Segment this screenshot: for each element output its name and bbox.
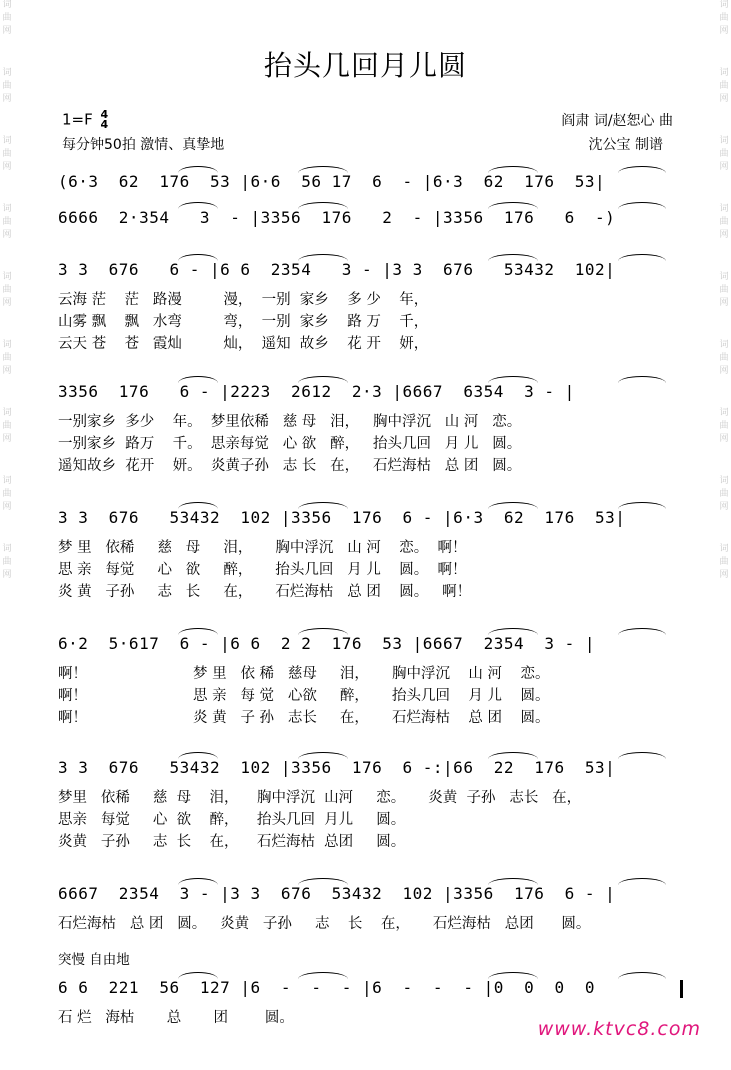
slur-mark bbox=[178, 972, 218, 979]
slur-mark bbox=[298, 878, 348, 885]
side-watermark-char: 曲 bbox=[719, 217, 729, 227]
slur-mark bbox=[178, 254, 218, 261]
side-watermark-char: 词 bbox=[719, 476, 729, 486]
side-watermark-char: 曲 bbox=[719, 353, 729, 363]
side-watermark-char: 曲 bbox=[2, 217, 12, 227]
slur-mark bbox=[618, 254, 666, 261]
side-watermark-char: 网 bbox=[2, 230, 12, 240]
side-watermark-char: 网 bbox=[719, 570, 729, 580]
lyric-line: 石烂海枯 总 团 圆。 炎黄 子孙 志 长 在， 石烂海枯 总团 圆。 bbox=[58, 916, 591, 932]
side-watermark-char: 曲 bbox=[2, 421, 12, 431]
side-watermark-block bbox=[717, 408, 731, 476]
side-watermark-char: 曲 bbox=[719, 81, 729, 91]
side-watermark-char: 曲 bbox=[719, 285, 729, 295]
side-watermark-char: 曲 bbox=[719, 489, 729, 499]
side-watermark-char: 词 bbox=[2, 204, 12, 214]
slur-mark bbox=[298, 972, 348, 979]
side-watermark-char: 词 bbox=[2, 408, 12, 418]
notation-line: 6·2 5·617 6 - |6 6 2 2 176 53 |6667 2354 3 - | bbox=[58, 634, 596, 653]
time-signature-top: 4 bbox=[100, 108, 109, 121]
notation-line: 3 3 676 6 - |6 6 2354 3 - |3 3 676 53432 102| bbox=[58, 260, 616, 279]
side-watermark-char: 词 bbox=[719, 68, 729, 78]
lyric-line: 遥知故乡 花开 妍。 炎黄子孙 志 长 在， 石烂海枯 总 团 圆。 bbox=[58, 458, 522, 474]
side-watermark-char: 网 bbox=[2, 298, 12, 308]
lyric-line: 思 亲 每觉 心 欲 醉， 抬头几回 月 儿 圆。 啊！ bbox=[58, 562, 467, 578]
side-watermark-block bbox=[717, 272, 731, 340]
side-watermark-left bbox=[0, 0, 14, 1070]
slur-mark bbox=[298, 752, 348, 759]
side-watermark-char: 网 bbox=[2, 502, 12, 512]
side-watermark-char: 词 bbox=[2, 68, 12, 78]
notation-line: 6 6 221 56 127 |6 - - - |6 - - - |0 0 0 0 bbox=[58, 978, 596, 997]
slur-mark bbox=[298, 202, 348, 209]
side-watermark-block bbox=[717, 136, 731, 204]
slur-mark bbox=[488, 254, 538, 261]
song-title: 抬头几回月儿圆 bbox=[263, 49, 467, 82]
side-watermark-char: 词 bbox=[2, 340, 12, 350]
side-watermark-char: 曲 bbox=[2, 81, 12, 91]
side-watermark-char: 词 bbox=[719, 544, 729, 554]
notation-line: 3 3 676 53432 102 |3356 176 6 -:|66 22 176 53| bbox=[58, 758, 616, 777]
slur-mark bbox=[618, 628, 666, 635]
slur-mark bbox=[178, 628, 218, 635]
time-signature bbox=[101, 110, 109, 130]
final-barline bbox=[680, 980, 683, 998]
lyric-line: 山雾 飘 飘 水弯 弯， 一别 家乡 路 万 千， bbox=[58, 314, 429, 330]
side-watermark-char: 网 bbox=[2, 366, 12, 376]
slur-mark bbox=[488, 202, 538, 209]
side-watermark-char: 网 bbox=[2, 434, 12, 444]
side-watermark-char: 曲 bbox=[2, 149, 12, 159]
side-watermark-char: 曲 bbox=[719, 13, 729, 23]
notation-line: 6667 2354 3 - |3 3 676 53432 102 |3356 176 6 - | bbox=[58, 884, 616, 903]
lyric-line: 一别家乡 路万 千。 思亲每觉 心 欲 醉， 抬头几回 月 儿 圆。 bbox=[58, 436, 522, 452]
tempo-marking: 每分钟50拍 激情、真挚地 bbox=[62, 137, 225, 153]
lyric-line: 思亲 每觉 心 欲 醉， 抬头几回 月儿 圆。 bbox=[58, 812, 406, 828]
slur-mark bbox=[488, 166, 538, 173]
slur-mark bbox=[488, 376, 538, 383]
side-watermark-block bbox=[0, 408, 14, 476]
notation-line: 6666 2·354 3 - |3356 176 2 - |3356 176 6 -) bbox=[58, 208, 616, 227]
side-watermark-char: 网 bbox=[2, 162, 12, 172]
side-watermark-char: 词 bbox=[2, 272, 12, 282]
side-watermark-char: 曲 bbox=[2, 285, 12, 295]
side-watermark-char: 曲 bbox=[719, 149, 729, 159]
side-watermark-char: 网 bbox=[719, 434, 729, 444]
side-watermark-block bbox=[717, 544, 731, 612]
slur-mark bbox=[298, 502, 348, 509]
free-tempo-label: 突慢 自由地 bbox=[58, 952, 130, 968]
side-watermark-block bbox=[717, 476, 731, 544]
lyric-line: 啊！ 思 亲 每 觉 心欲 醉， 抬头几回 月 儿 圆。 bbox=[58, 688, 550, 704]
slur-mark bbox=[178, 752, 218, 759]
side-watermark-char: 曲 bbox=[719, 421, 729, 431]
side-watermark-char: 曲 bbox=[719, 557, 729, 567]
slur-mark bbox=[618, 202, 666, 209]
side-watermark-char: 词 bbox=[2, 136, 12, 146]
side-watermark-char: 网 bbox=[2, 26, 12, 36]
key-signature bbox=[62, 110, 108, 130]
side-watermark-char: 词 bbox=[719, 408, 729, 418]
lyric-line: 石 烂 海枯 总 团 圆。 bbox=[58, 1010, 294, 1026]
slur-mark bbox=[618, 972, 666, 979]
slur-mark bbox=[178, 202, 218, 209]
credits: 阎肃 词/赵恕心 曲 bbox=[561, 113, 673, 129]
side-watermark-char: 网 bbox=[2, 94, 12, 104]
side-watermark-char: 网 bbox=[2, 570, 12, 580]
site-watermark: www.ktvc8.com bbox=[537, 1018, 701, 1040]
slur-mark bbox=[488, 628, 538, 635]
slur-mark bbox=[618, 752, 666, 759]
side-watermark-char: 网 bbox=[719, 94, 729, 104]
side-watermark-char: 词 bbox=[719, 340, 729, 350]
side-watermark-char: 网 bbox=[719, 162, 729, 172]
slur-mark bbox=[618, 166, 666, 173]
lyric-line: 啊！ 梦 里 依 稀 慈母 泪， 胸中浮沉 山 河 恋。 bbox=[58, 666, 550, 682]
side-watermark-block bbox=[0, 204, 14, 272]
side-watermark-block bbox=[717, 340, 731, 408]
side-watermark-block bbox=[0, 544, 14, 612]
side-watermark-char: 曲 bbox=[2, 13, 12, 23]
side-watermark-char: 词 bbox=[2, 0, 12, 10]
slur-mark bbox=[298, 628, 348, 635]
slur-mark bbox=[298, 254, 348, 261]
lyric-line: 啊！ 炎 黄 子 孙 志长 在， 石烂海枯 总 团 圆。 bbox=[58, 710, 550, 726]
side-watermark-block bbox=[717, 204, 731, 272]
slur-mark bbox=[178, 502, 218, 509]
time-signature-bottom: 4 bbox=[100, 118, 109, 131]
side-watermark-right bbox=[717, 0, 731, 1070]
lyric-line: 云天 苍 苍 霞灿 灿， 遥知 故乡 花 开 妍， bbox=[58, 336, 429, 352]
lyric-line: 炎黄 子孙 志 长 在， 石烂海枯 总团 圆。 bbox=[58, 834, 406, 850]
side-watermark-char: 网 bbox=[719, 26, 729, 36]
side-watermark-char: 曲 bbox=[2, 353, 12, 363]
lyric-line: 梦 里 依稀 慈 母 泪， 胸中浮沉 山 河 恋。 啊！ bbox=[58, 540, 467, 556]
key-label: 1=F bbox=[62, 110, 93, 129]
side-watermark-block bbox=[0, 476, 14, 544]
slur-mark bbox=[488, 878, 538, 885]
lyric-line: 云海 茫 茫 路漫 漫， 一别 家乡 多 少 年， bbox=[58, 292, 429, 308]
side-watermark-char: 词 bbox=[719, 272, 729, 282]
side-watermark-char: 网 bbox=[719, 230, 729, 240]
side-watermark-char: 词 bbox=[2, 476, 12, 486]
slur-mark bbox=[618, 502, 666, 509]
slur-mark bbox=[618, 878, 666, 885]
side-watermark-block bbox=[0, 272, 14, 340]
notation-line: 3 3 676 53432 102 |3356 176 6 - |6·3 62 176 53| bbox=[58, 508, 626, 527]
side-watermark-char: 曲 bbox=[2, 557, 12, 567]
notation-line: 3356 176 6 - |2223 2612 2·3 |6667 6354 3 - | bbox=[58, 382, 575, 401]
side-watermark-char: 网 bbox=[719, 298, 729, 308]
side-watermark-char: 曲 bbox=[2, 489, 12, 499]
lyric-line: 炎 黄 子孙 志 长 在， 石烂海枯 总 团 圆。 啊！ bbox=[58, 584, 472, 600]
slur-mark bbox=[488, 502, 538, 509]
slur-mark bbox=[298, 376, 348, 383]
side-watermark-char: 词 bbox=[2, 544, 12, 554]
lyric-line: 梦里 依稀 慈 母 泪， 胸中浮沉 山河 恋。 炎黄 子孙 志长 在， bbox=[58, 790, 582, 806]
side-watermark-char: 词 bbox=[719, 204, 729, 214]
slur-mark bbox=[178, 878, 218, 885]
slur-mark bbox=[618, 376, 666, 383]
slur-mark bbox=[178, 376, 218, 383]
slur-mark bbox=[178, 166, 218, 173]
side-watermark-block bbox=[0, 136, 14, 204]
slur-mark bbox=[488, 752, 538, 759]
slur-mark bbox=[488, 972, 538, 979]
lyric-line: 一别家乡 多少 年。 梦里依稀 慈 母 泪， 胸中浮沉 山 河 恋。 bbox=[58, 414, 522, 430]
side-watermark-char: 词 bbox=[719, 0, 729, 10]
side-watermark-block bbox=[0, 340, 14, 408]
slur-mark bbox=[298, 166, 348, 173]
side-watermark-char: 网 bbox=[719, 502, 729, 512]
notation-line: (6·3 62 176 53 |6·6 56 17 6 - |6·3 62 176 53| bbox=[58, 172, 606, 191]
side-watermark-char: 网 bbox=[719, 366, 729, 376]
arranger: 沈公宝 制谱 bbox=[588, 137, 663, 153]
side-watermark-char: 词 bbox=[719, 136, 729, 146]
